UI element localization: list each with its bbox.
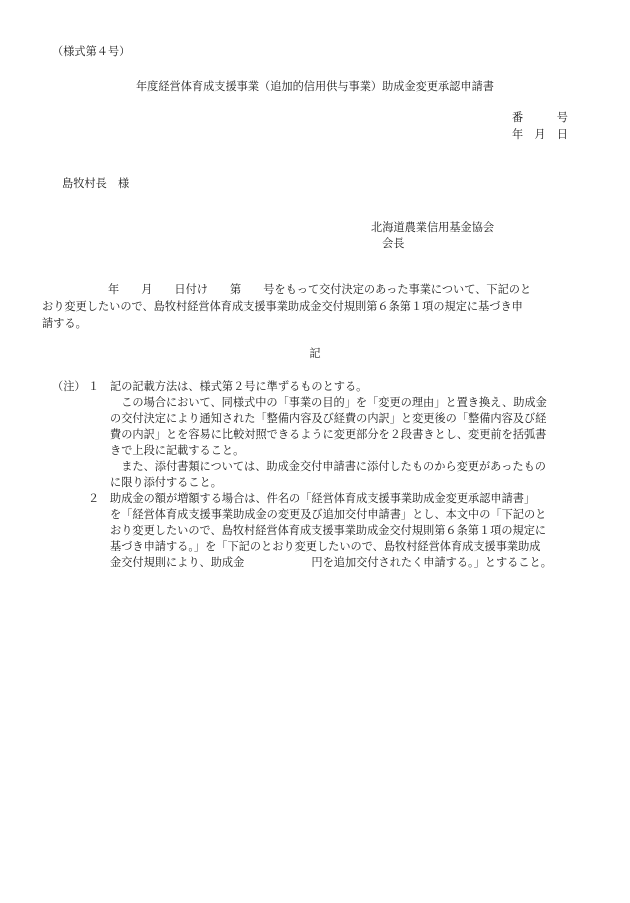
note-2-line-4: 基づき申請する。」を「下記のとおり変更したいので、島牧村経営体育成支援事業助成 xyxy=(110,540,541,553)
note-2-line-1: 助成金の額が増額する場合は、件名の「経営体育成支援事業助成金変更承認申請書」 xyxy=(110,492,536,505)
body-year-label: 年 xyxy=(108,283,120,296)
reference-date xyxy=(512,128,572,145)
addressee: 島牧村長 様 xyxy=(62,177,130,190)
note-1-line-6: また、添付書類については、助成金交付申請書に添付したものから変更があったもの xyxy=(110,460,546,473)
notes-label: （注） xyxy=(52,380,86,393)
note-1-number: １ xyxy=(88,380,100,393)
note-2-line-2: を「経営体育成支援事業助成金の変更及び追加交付申請書」とし、本文中の「下記のと xyxy=(110,508,547,521)
reference-block xyxy=(512,111,572,145)
form-number: （様式第４号） xyxy=(52,45,131,58)
body-date-label: 日付け xyxy=(174,283,208,296)
body-line-2: おり変更したいので、島牧村経営体育成支援事業助成金交付規則第６条第１項の規定に基づき申 xyxy=(42,300,523,313)
reference-date-label: 年 月 日 xyxy=(512,128,568,141)
body-line-3: 請する。 xyxy=(42,317,87,330)
reference-number xyxy=(512,111,572,128)
note-1-line-5: きで上段に記載すること。 xyxy=(110,444,245,457)
reference-number-label: 番 号 xyxy=(512,111,568,124)
document-title: 年度経営体育成支援事業（追加的信用供与事業）助成金変更承認申請書 xyxy=(135,80,494,93)
body-paragraph xyxy=(42,283,584,334)
note-2-line-3: おり変更したいので、島牧村経営体育成支援事業助成金交付規則第６条第１項の規定に xyxy=(110,524,547,537)
ki-heading: 記 xyxy=(309,347,321,360)
body-line-1 xyxy=(42,283,584,300)
body-month-label: 月 xyxy=(141,283,153,296)
note-1-line-7: に限り添付すること。 xyxy=(110,476,222,489)
sender-organization: 北海道農業信用基金協会 xyxy=(371,221,495,234)
note-1-line-4: 費の内訳」とを容易に比較対照できるように変更部分を２段書きとし、変更前を括弧書 xyxy=(110,428,547,441)
note-1-line-2: この場合において、同様式中の「事業の目的」を「変更の理由」と置き換え、助成金 xyxy=(110,396,547,409)
sender-role: 会長 xyxy=(382,237,405,250)
note-2-number: ２ xyxy=(88,492,100,505)
note-2-line-5: 金交付規則により、助成金 円を追加交付されたく申請する。」とすること。 xyxy=(110,556,552,569)
note-1-line-3: の交付決定により通知された「整備内容及び経費の内訳」と変更後の「整備内容及び経 xyxy=(110,412,547,425)
body-number-label: 第 xyxy=(229,283,242,296)
note-1-line-1: 記の記載方法は、様式第２号に準ずるものとする。 xyxy=(110,380,368,393)
body-line-1-text: 号をもって交付決定のあった事業について、下記のと xyxy=(263,283,532,296)
